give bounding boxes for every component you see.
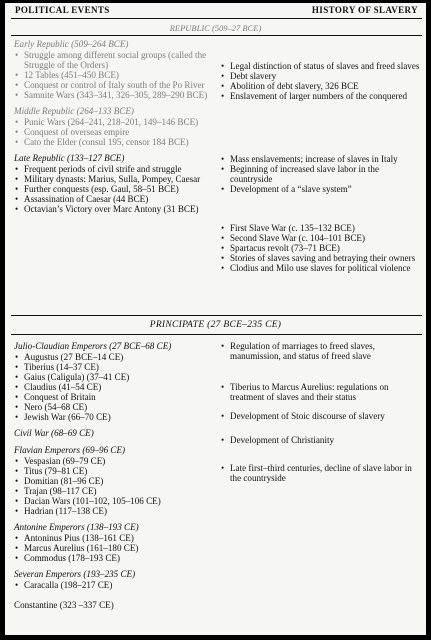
- middle-slavery-list: [220, 154, 420, 194]
- list-item: • Claudius (41–54 CE): [14, 382, 214, 392]
- antonine-title: Antonine Emperors (138–193 CE): [14, 522, 139, 532]
- list-item: • Conquest of Britain: [14, 392, 214, 402]
- list-item: • Conquest or control of Italy south of the Po River: [14, 80, 214, 90]
- list-item: • First Slave War (c. 135–132 BCE): [220, 223, 420, 233]
- list-item: • Antoninus Pius (138–161 CE): [14, 533, 214, 543]
- list-item: • Development of Christianity: [220, 435, 420, 445]
- list-item: • Augustus (27 BCE–14 CE): [14, 352, 214, 362]
- list-item: • Cato the Elder (consul 195, censor 184 BCE): [14, 137, 214, 147]
- julio-claudian-title: Julio-Claudian Emperors (27 BCE–68 CE): [14, 341, 172, 351]
- list-item: • Assassination of Caesar (44 BCE): [14, 194, 214, 204]
- list-item: • Titus (79–81 CE): [14, 466, 214, 476]
- principate-slavery-block: [220, 463, 420, 483]
- julio-claudian-list: [14, 352, 214, 422]
- list-item: • Clodius and Milo use slaves for political violence: [220, 263, 420, 273]
- list-item: • Development of Stoic discourse of slavery: [220, 411, 420, 421]
- principate-slavery-list-5: [220, 463, 420, 483]
- list-item: • Mass enslavements; increase of slaves in Italy: [220, 154, 420, 164]
- list-item: • Vespasian (69–79 CE): [14, 456, 214, 466]
- list-item: • Domitian (81–96 CE): [14, 476, 214, 486]
- list-item: • Gaius (Caligula) (37–41 CE): [14, 372, 214, 382]
- list-item: • Samnite Wars (343–341, 326–305, 289–290 BCE): [14, 90, 214, 100]
- list-item: • Punic Wars (264–241, 218–201, 149–146 BCE): [14, 117, 214, 127]
- list-item: • Dacian Wars (101–102, 105–106 CE): [14, 496, 214, 506]
- republic-rule: [11, 35, 422, 36]
- list-item: • Hadrian (117–138 CE): [14, 506, 214, 516]
- principate-title: PRINCIPATE (27 BCE–235 CE): [149, 320, 282, 330]
- republic-title: REPUBLIC (509–27 BCE): [169, 23, 262, 33]
- principate-rule: [11, 334, 422, 335]
- list-item: • Jewish War (66–70 CE): [14, 412, 214, 422]
- list-item: • Struggle among different social groups (called the Struggle of the Orders): [14, 50, 214, 70]
- page: [5, 3, 426, 635]
- list-item: • Development of a “slave system”: [220, 184, 420, 194]
- list-item: • Frequent periods of civil strife and struggle: [14, 164, 214, 174]
- list-item: • Trajan (98–117 CE): [14, 486, 214, 496]
- republic-political-column: [14, 39, 214, 214]
- middle-republic-list: [14, 117, 214, 147]
- principate-political-column: [14, 341, 214, 610]
- severan-title: Severan Emperors (193–235 CE): [14, 569, 136, 579]
- republic-slavery-column: [220, 39, 420, 101]
- flavian-title: Flavian Emperors (69–96 CE): [14, 445, 126, 455]
- late-slavery-column: [220, 223, 420, 273]
- list-item: • Conquest of overseas empire: [14, 127, 214, 137]
- flavian-list: [14, 456, 214, 516]
- antonine-list: [14, 533, 214, 563]
- late-republic-list: [14, 164, 214, 214]
- civil-war-title: Civil War (68–69 CE): [14, 428, 94, 438]
- principate-slavery-list-2: [220, 382, 420, 402]
- list-item: • Beginning of increased slave labor in the countryside: [220, 164, 420, 184]
- principate-slavery-list-3: [220, 411, 420, 421]
- list-item: • Commodus (178–193 CE): [14, 553, 214, 563]
- principate-slavery-list-4: [220, 435, 420, 445]
- middle-republic-title: Middle Republic (264–133 BCE): [14, 106, 134, 116]
- list-item: • Tiberius (14–37 CE): [14, 362, 214, 372]
- list-item: • Further conquests (esp. Gaul, 58–51 BCE): [14, 184, 214, 194]
- top-rule: [11, 18, 422, 19]
- list-item: • Caracalla (198–217 CE): [14, 580, 214, 590]
- early-republic-list: [14, 50, 214, 100]
- list-item: • Stories of slaves saving and betraying their owners: [220, 253, 420, 263]
- late-slavery-list: [220, 223, 420, 273]
- list-item: • Late first–third centuries, decline of slave labor in the countryside: [220, 463, 420, 483]
- list-item: • Second Slave War (c. 104–101 BCE): [220, 233, 420, 243]
- list-item: • Debt slavery: [220, 71, 420, 81]
- list-item: • Enslavement of larger numbers of the conquered: [220, 91, 420, 101]
- list-item: • Legal distinction of status of slaves and freed slaves: [220, 61, 420, 71]
- severan-list: [14, 580, 214, 590]
- principate-slavery-column: [220, 341, 420, 361]
- list-item: • Nero (54–68 CE): [14, 402, 214, 412]
- principate-slavery-block: [220, 435, 420, 445]
- header-political-events: POLITICAL EVENTS: [15, 5, 110, 15]
- list-item: • Regulation of marriages to freed slaves, manumission, and status of freed slave: [220, 341, 420, 361]
- principate-slavery-block: [220, 411, 420, 421]
- list-item: • Spartacus revolt (73–71 BCE): [220, 243, 420, 253]
- list-item: • Military dynasts: Marius, Sulla, Pompey, Caesar: [14, 174, 214, 184]
- principate-slavery-block: [220, 382, 420, 402]
- early-slavery-list: [220, 61, 420, 101]
- list-item: • Octavian’s Victory over Marc Antony (31 BCE): [14, 204, 214, 214]
- principate-top-rule: [11, 315, 422, 316]
- list-item: • 12 Tables (451–450 BCE): [14, 70, 214, 80]
- header-history-of-slavery: HISTORY OF SLAVERY: [311, 5, 418, 15]
- principate-slavery-list: [220, 341, 420, 361]
- list-item: • Marcus Aurelius (161–180 CE): [14, 543, 214, 553]
- list-item: • Abolition of debt slavery, 326 BCE: [220, 81, 420, 91]
- early-republic-title: Early Republic (509–264 BCE): [14, 39, 129, 49]
- constantine-entry: Constantine (323 –337 CE): [14, 600, 114, 610]
- list-item: • Tiberius to Marcus Aurelius: regulations on treatment of slaves and their status: [220, 382, 420, 402]
- middle-slavery-column: [220, 154, 420, 194]
- late-republic-title: Late Republic (133–127 BCE): [14, 153, 125, 163]
